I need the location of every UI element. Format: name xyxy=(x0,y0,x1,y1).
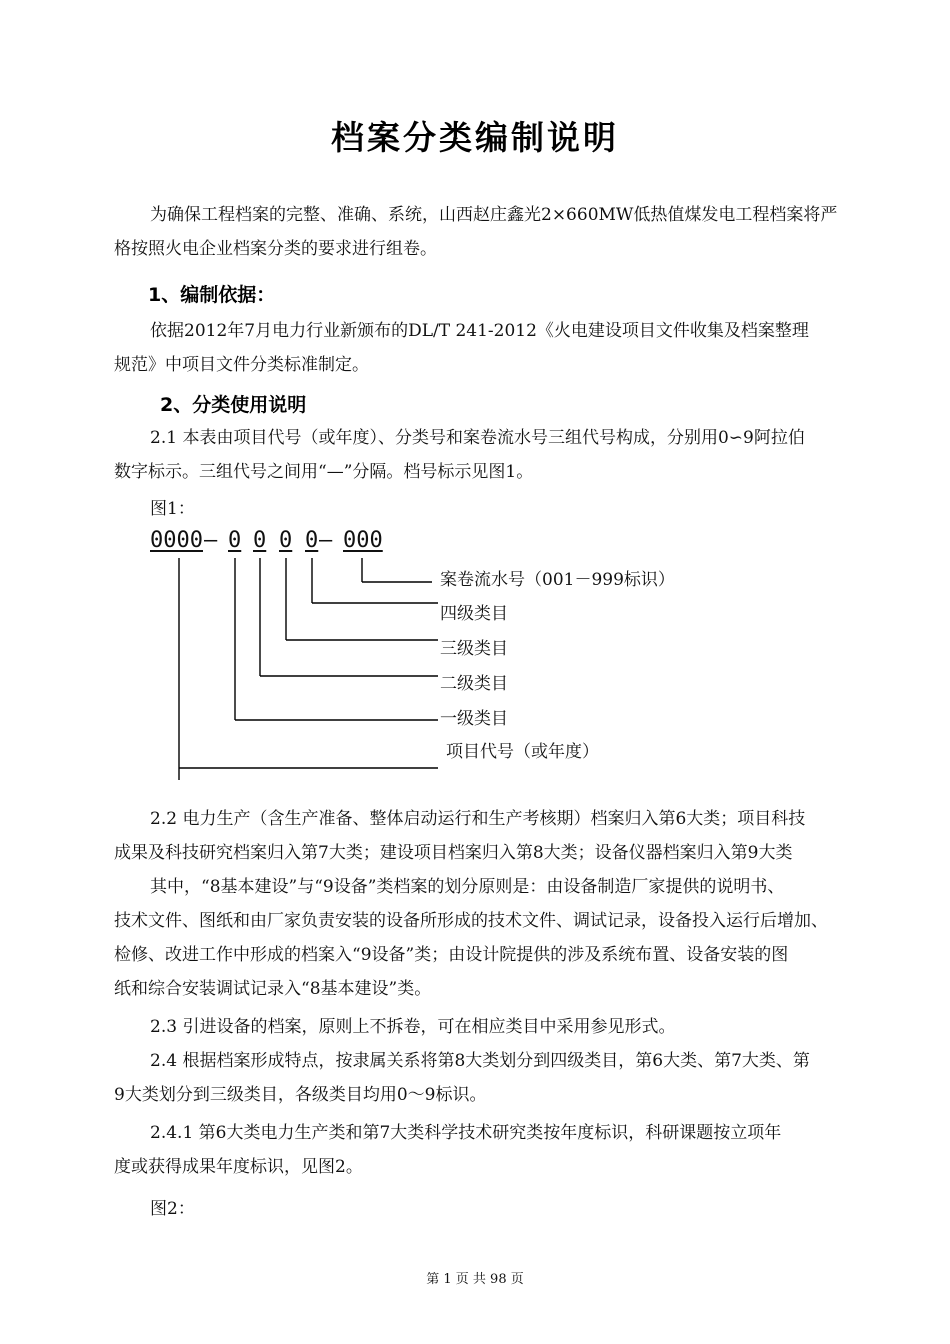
label-level-4: 四级类目 xyxy=(440,604,508,624)
section-1-line: 依据2012年7月电力行业新颁布的DL/T 241-2012《火电建设项目文件收集及档案整理 xyxy=(150,321,809,341)
paragraph-2-4-line: 9大类划分到三级类目，各级类目均用0～9标识。 xyxy=(114,1085,487,1105)
code-level-1-digit: 0 xyxy=(228,528,242,553)
code-project-segment: 0000 xyxy=(150,528,203,553)
figure-1-label: 图1： xyxy=(150,499,195,519)
paragraph-2-4-1-line: 2.4.1 第6大类电力生产类和第7大类科学技术研究类按年度标识，科研课题按立项年 xyxy=(150,1123,782,1143)
paragraph-2-2-line: 成果及科技研究档案归入第7大类；建设项目档案归入第8大类；设备仪器档案归入第9大类 xyxy=(114,843,793,863)
paragraph-2-2-detail xyxy=(114,870,886,1006)
code-level-4-digit: 0 xyxy=(305,528,319,553)
paragraph-2-3-line: 2.3 引进设备的档案，原则上不拆卷，可在相应类目中采用参见形式。 xyxy=(150,1017,676,1037)
label-level-1: 一级类目 xyxy=(440,709,508,729)
section-1-line: 规范》中项目文件分类标准制定。 xyxy=(114,355,369,375)
intro-line: 为确保工程档案的完整、准确、系统，山西赵庄鑫光2×660MW低热值煤发电工程档案将严 xyxy=(150,205,838,225)
paragraph-2-2 xyxy=(114,802,886,870)
paragraph-2-2-detail-line: 技术文件、图纸和由厂家负责安装的设备所形成的技术文件、调试记录，设备投入运行后增加、 xyxy=(114,911,828,931)
paragraph-2-4 xyxy=(114,1044,886,1112)
figure-2-label: 图2： xyxy=(150,1199,195,1219)
code-separator: — xyxy=(204,528,218,553)
label-serial-number: 案卷流水号（001－999标识） xyxy=(440,570,675,590)
paragraph-2-3 xyxy=(114,1010,886,1044)
section-2-heading: 2、分类使用说明 xyxy=(160,394,307,416)
paragraph-2-4-1-line: 度或获得成果年度标识，见图2。 xyxy=(114,1157,363,1177)
page-title: 档案分类编制说明 xyxy=(331,118,619,157)
code-serial-segment: 000 xyxy=(343,528,383,553)
label-level-3: 三级类目 xyxy=(440,639,508,659)
paragraph-2-2-detail-line: 检修、改进工作中形成的档案入“9设备”类；由设计院提供的涉及系统布置、设备安装的图 xyxy=(114,945,789,965)
paragraph-2-1-line: 2.1 本表由项目代号（或年度）、分类号和案卷流水号三组代号构成，分别用0∽9阿拉伯 xyxy=(150,428,805,448)
code-level-2-digit: 0 xyxy=(253,528,267,553)
code-level-3-digit: 0 xyxy=(279,528,293,553)
code-separator: — xyxy=(319,528,333,553)
paragraph-2-2-line: 2.2 电力生产（含生产准备、整体启动运行和生产考核期）档案归入第6大类；项目科技 xyxy=(150,809,806,829)
label-level-2: 二级类目 xyxy=(440,674,508,694)
paragraph-2-4-line: 2.4 根据档案形成特点，按隶属关系将第8大类划分到四级类目，第6大类、第7大类、第 xyxy=(150,1051,810,1071)
intro-line: 格按照火电企业档案分类的要求进行组卷。 xyxy=(114,239,437,259)
paragraph-2-2-detail-line: 纸和综合安装调试记录入“8基本建设”类。 xyxy=(114,979,432,999)
label-project-code: 项目代号（或年度） xyxy=(446,742,599,762)
section-1-heading: 1、编制依据： xyxy=(148,284,276,306)
page-footer: 第 1 页 共 98 页 xyxy=(426,1272,524,1287)
paragraph-2-1-line: 数字标示。三组代号之间用“—”分隔。档号标示见图1。 xyxy=(114,462,534,482)
paragraph-2-4-1 xyxy=(114,1116,886,1184)
paragraph-2-2-detail-line: 其中，“8基本建设”与“9设备”类档案的划分原则是：由设备制造厂家提供的说明书、 xyxy=(150,877,785,897)
